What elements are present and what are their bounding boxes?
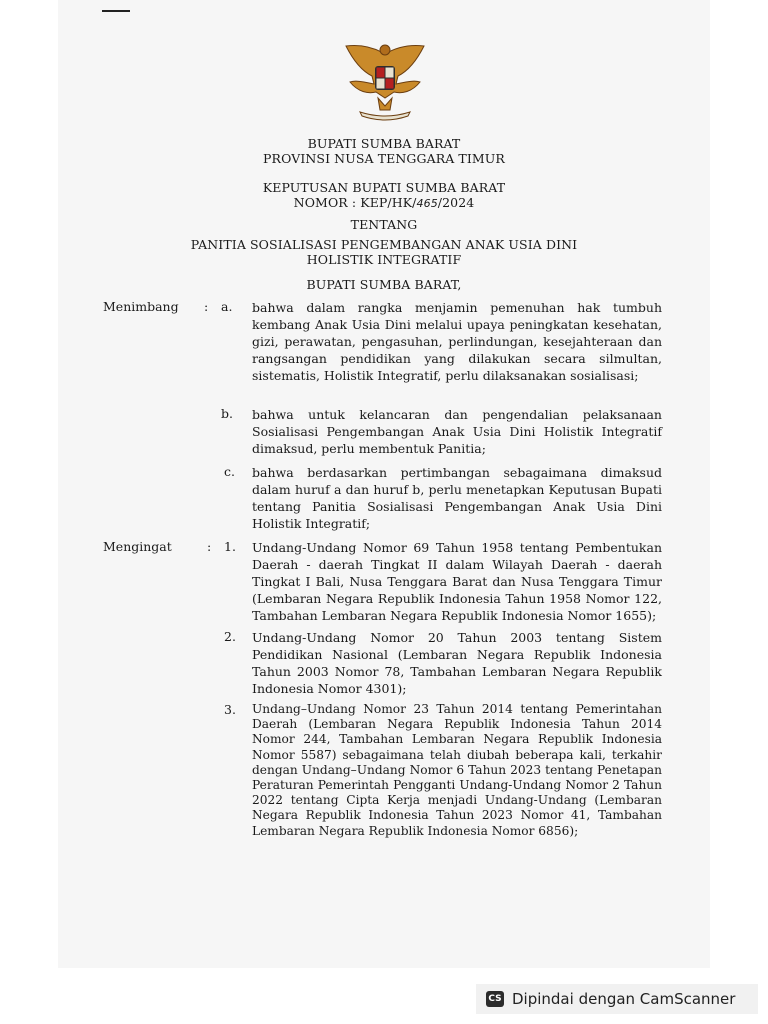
mengingat-item-1: Undang-Undang Nomor 69 Tahun 1958 tentang Pembentukan Daerah - daerah Tingkat II dalam Wilayah Daerah - daerah Tingkat I Bali, Nusa Tenggara Barat dan Nusa Tenggara Timur (Lembaran Negara Republik Indonesia Tahun 1958 Nomor 122, Tambahan Lembaran Negara Republik Indonesia Nomor 1655); [252,540,662,623]
mengingat-label: Mengingat [103,539,172,554]
mengingat-item-3: Undang–Undang Nomor 23 Tahun 2014 tentang Pemerintahan Daerah (Lembaran Negara Republik Indonesia Tahun 2014 Nomor 244, Tambahan Lembaran Negara Republik Indonesia Nomor 5587) sebagaimana telah diubah beberapa kali, terkahir dengan Undang–Undang Nomor 6 Tahun 2023 tentang Penetapan Peraturan Pemerintah Pengganti Undang-Undang Nomor 2 Tahun 2022 tentang Cipta Kerja menjadi Undang-Undang (Lembaran Negara Republik Indonesia Tahun 2023 Nomor 41, Tambahan Lembaran Negara Republik Indonesia Nomor 6856); [252,702,662,838]
menimbang-marker-a: a. [221,299,233,314]
header-line-2: PROVINSI NUSA TENGGARA TIMUR [263,151,505,166]
menimbang-item-b: bahwa untuk kelancaran dan pengendalian pelaksanaan Sosialisasi Pengembangan Anak Usia Dini Holistik Integratif dimaksud, perlu membentuk Panitia; [252,407,662,456]
menimbang-marker-b: b. [221,406,233,421]
mengingat-marker-2: 2. [224,629,236,644]
menimbang-label: Menimbang [103,299,179,314]
decree-number [58,195,710,211]
mengingat-marker-3: 3. [224,702,236,717]
menimbang-marker-c: c. [224,464,235,479]
menimbang-item-c: bahwa berdasarkan pertimbangan sebagaimana dimaksud dalam huruf a dan huruf b, perlu menetapkan Keputusan Bupati tentang Panitia Sosialisasi Pengembangan Anak Usia Dini Holistik Integratif; [252,465,662,531]
camscanner-logo-icon: CS [486,991,504,1007]
mengingat-marker-1: 1. [224,539,236,554]
decree-number-handwritten: 465 [416,197,438,210]
header-line-1: BUPATI SUMBA BARAT [307,136,461,151]
garuda-emblem-icon [340,40,430,122]
issuer-line: BUPATI SUMBA BARAT, [306,277,462,292]
subject-line-2: HOLISTIK INTEGRATIF [306,252,462,267]
mengingat-item-2: Undang-Undang Nomor 20 Tahun 2003 tentang Sistem Pendidikan Nasional (Lembaran Negara Republik Indonesia Tahun 2003 Nomor 78, Tambahan Lembaran Negara Republik Indonesia Nomor 4301); [252,630,662,696]
decree-number-suffix: /2024 [437,195,475,210]
scan-mark [102,10,130,12]
camscanner-watermark [476,984,758,1014]
menimbang-colon: : [204,299,209,314]
decree-number-prefix: NOMOR : KEP/HK/ [293,195,417,210]
decree-title: KEPUTUSAN BUPATI SUMBA BARAT [262,180,506,195]
camscanner-text: Dipindai dengan CamScanner [512,990,736,1008]
menimbang-item-a: bahwa dalam rangka menjamin pemenuhan hak tumbuh kembang Anak Usia Dini melalui upaya peningkatan kesehatan, gizi, perawatan, pengasuhan, perlindungan, kesejahteraan dan rangsangan pendidikan yang dilakukan secara silmultan, sistematis, Holistik Integratif, perlu dilaksanakan sosialisasi; [252,300,662,383]
tentang-heading: TENTANG [350,217,418,232]
mengingat-colon: : [207,539,212,554]
subject-line-1: PANITIA SOSIALISASI PENGEMBANGAN ANAK USIA DINI [190,237,578,252]
